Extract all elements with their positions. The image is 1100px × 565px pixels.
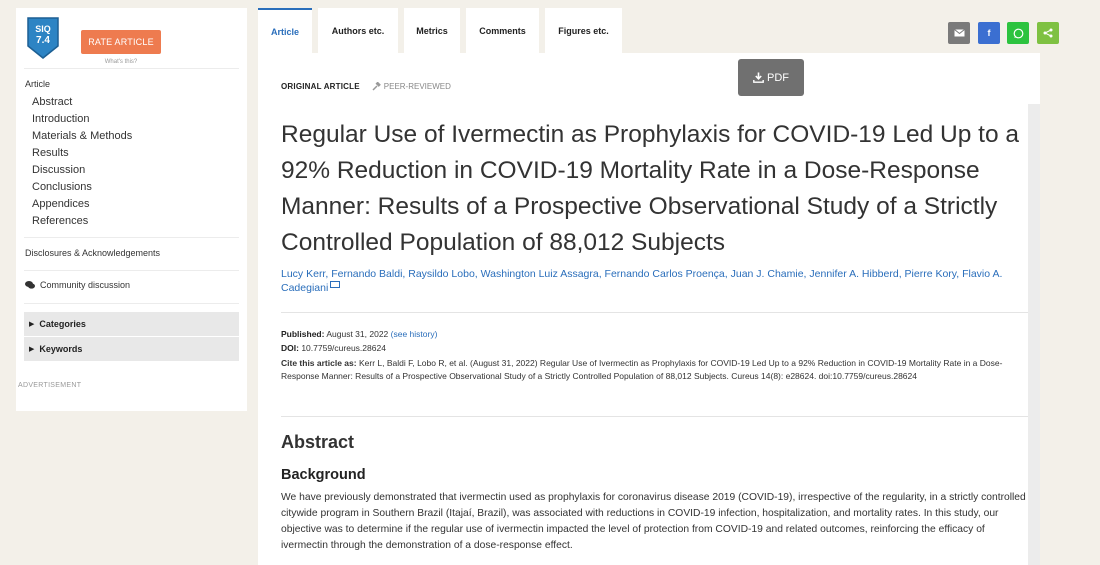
published-date: August 31, 2022 (326, 329, 389, 339)
chat-bubbles-icon (25, 281, 35, 289)
divider (24, 270, 239, 271)
doi-value: 10.7759/cureus.28624 (301, 343, 386, 353)
cite-label: Cite this article as: (281, 358, 357, 368)
advertisement-label: ADVERTISEMENT (18, 382, 82, 389)
mail-icon[interactable] (330, 281, 340, 288)
toc-item-references[interactable]: References (32, 215, 89, 227)
triangle-right-icon: ▶ (29, 346, 35, 353)
divider (281, 416, 1028, 417)
rate-article-button[interactable]: RATE ARTICLE (81, 30, 161, 54)
gavel-icon (372, 82, 381, 91)
article-type: ORIGINAL ARTICLE (281, 82, 360, 91)
tab-metrics[interactable]: Metrics (404, 8, 460, 53)
table-of-contents (32, 94, 132, 230)
tab-authors[interactable]: Authors etc. (318, 8, 398, 53)
scrollbar-track[interactable] (1028, 104, 1040, 565)
toc-item-introduction[interactable]: Introduction (32, 113, 90, 125)
toc-item-results[interactable]: Results (32, 147, 69, 159)
toc-article-link[interactable]: Article (25, 79, 51, 89)
tab-figures[interactable]: Figures etc. (545, 8, 622, 53)
background-text: We have previously demonstrated that ivermectin used as prophylaxis for coronavirus disease 2019 (COVID-19), irrespective of the regularity, in a strictly controlled citywide program in Southern Brazil (Itajaí, Brazil), was associated with reductions in COVID-19 infection, hospitalization, and mortality rates. In this study, our objective was to determine if the regular use of ivermectin impacted the level of protection from COVID-19 and related outcomes, reinforcing the efficacy of ivermectin through the demonstration of a dose-response effect. (281, 492, 1026, 551)
toc-item-abstract[interactable]: Abstract (32, 96, 73, 108)
whatsapp-icon (1013, 28, 1024, 39)
article-sidebar (16, 8, 247, 411)
citation-text: Kerr L, Baldi F, Lobo R, et al. (August 31, 2022) Regular Use of Ivermectin as Prophylaxis for COVID-19 Led Up to a 92% Reduction in COVID-19 Mortality Rate in a Dose-Response Manner: Results of a Prospective Observational Study of a Strictly Controlled Population of 88,012 Subjects. Cureus 14(8): e28624. doi:10.7759/cureus.28624 (281, 358, 1003, 381)
authors-text[interactable]: Lucy Kerr, Fernando Baldi, Raysildo Lobo, Washington Luiz Assagra, Fernando Carlos Proença, Juan J. Chamie, Jennifer A. Hibberd, Pierre Kory, Flavio A. Cadegiani (281, 268, 1003, 294)
published-label: Published: (281, 329, 325, 339)
pdf-label: PDF (767, 71, 789, 84)
article-title: Regular Use of Ivermectin as Prophylaxis for COVID-19 Led Up to a 92% Reduction in COVID-19 Mortality Rate in a Dose-Response Manner: Results of a Prospective Observational Study of a Strictly Controlled Population of 88,012 Subjects (281, 121, 1020, 256)
whats-this-link[interactable]: What's this? (104, 59, 138, 65)
peer-reviewed-label: PEER-REVIEWED (383, 82, 451, 91)
tab-comments[interactable]: Comments (466, 8, 539, 53)
envelope-icon (954, 29, 965, 37)
triangle-right-icon: ▶ (29, 321, 35, 328)
toc-item-conclusions[interactable]: Conclusions (32, 181, 92, 193)
pdf-download-button[interactable] (738, 59, 804, 96)
disclosures-link[interactable]: Disclosures & Acknowledgements (25, 248, 161, 258)
toc-item-discussion[interactable]: Discussion (32, 164, 86, 176)
siq-score: 7.4 (36, 35, 50, 46)
divider (24, 68, 239, 69)
share-button[interactable] (1037, 22, 1059, 44)
see-history-link[interactable]: (see history) (390, 329, 438, 339)
categories-toggle[interactable] (24, 312, 239, 336)
tab-bar (258, 8, 1040, 53)
divider (24, 303, 239, 304)
tab-article[interactable]: Article (258, 8, 312, 53)
share-icon (1043, 28, 1053, 38)
keywords-toggle[interactable] (24, 337, 239, 361)
background-heading: Background (281, 467, 366, 483)
divider (24, 237, 239, 238)
categories-label: Categories (39, 319, 86, 329)
siq-label: SIQ (35, 24, 51, 34)
whatsapp-share-button[interactable] (1007, 22, 1029, 44)
doi-line (281, 342, 386, 354)
community-discussion-label: Community discussion (40, 280, 131, 290)
divider (281, 312, 1028, 313)
download-icon (753, 72, 764, 83)
facebook-icon: f (987, 28, 991, 38)
abstract-heading: Abstract (281, 432, 355, 452)
toc-item-appendices[interactable]: Appendices (32, 198, 90, 210)
siq-row (26, 16, 236, 70)
doi-label: DOI: (281, 343, 299, 353)
article-type-line (281, 82, 451, 91)
published-line (281, 328, 437, 340)
email-share-button[interactable] (948, 22, 970, 44)
keywords-label: Keywords (39, 344, 83, 354)
citation-block (281, 357, 1030, 382)
author-list[interactable] (281, 268, 1021, 295)
siq-badge[interactable] (26, 16, 60, 60)
community-discussion-link[interactable] (25, 280, 130, 290)
article-main (258, 8, 1040, 565)
toc-item-materials-methods[interactable]: Materials & Methods (32, 130, 133, 142)
facebook-share-button[interactable] (978, 22, 1000, 44)
peer-reviewed-badge (372, 82, 451, 91)
